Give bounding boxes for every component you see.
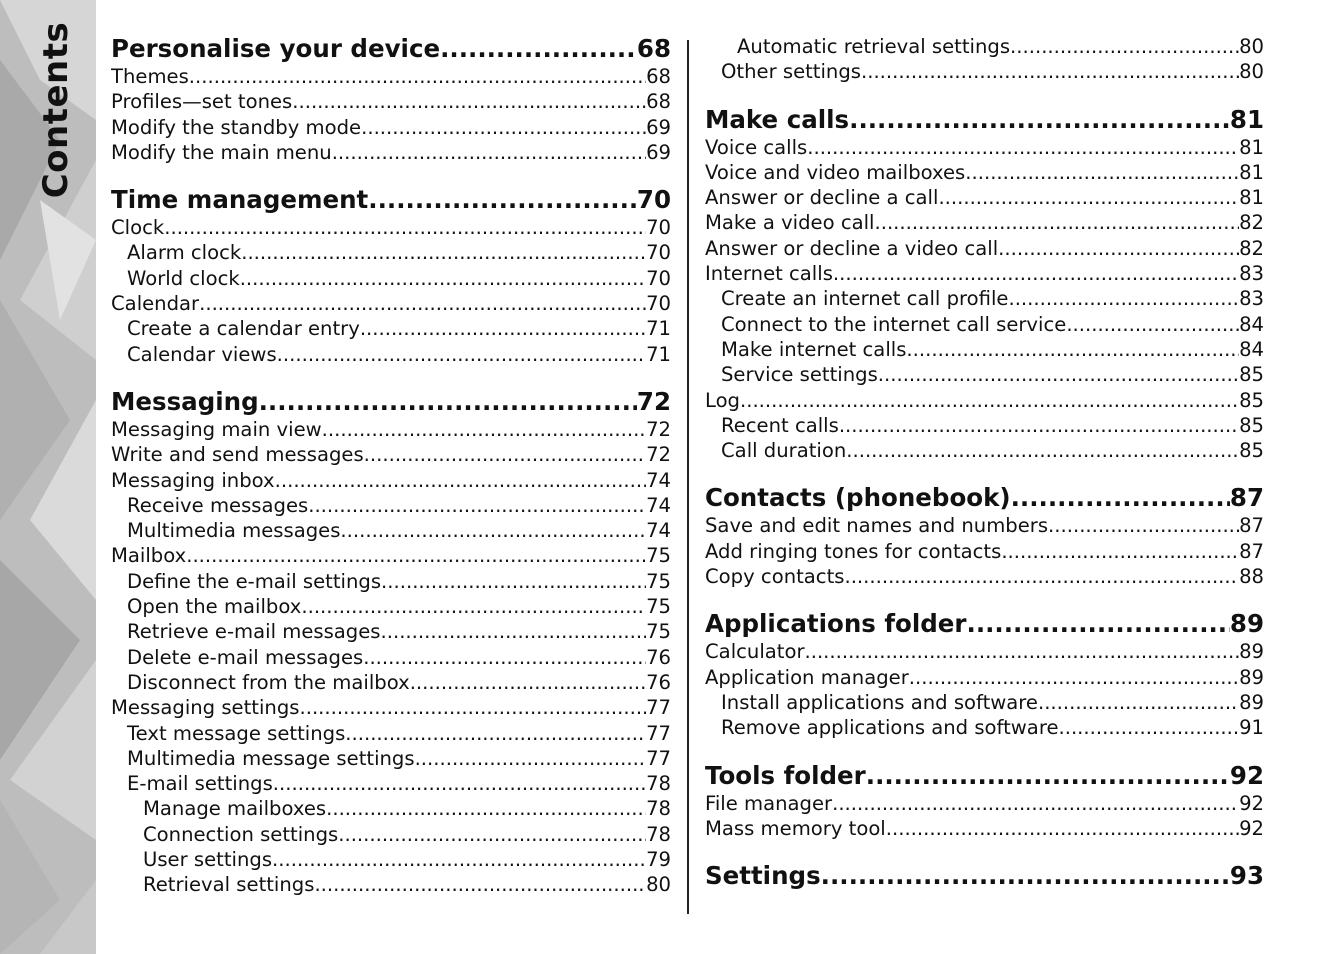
toc-page-number: 92 [1239, 791, 1264, 815]
toc-page-number: 89 [1239, 690, 1264, 714]
toc-leader-dots [886, 816, 1239, 841]
toc-entry [705, 639, 1264, 664]
toc-entry-title: Modify the main menu [111, 140, 332, 164]
toc-entry [705, 59, 1264, 84]
toc-leader-dots [846, 438, 1239, 463]
toc-entry [705, 160, 1264, 185]
toc-entry-title: Internet calls [705, 262, 833, 286]
toc-leader-dots [875, 210, 1240, 235]
toc-page-number: 69 [646, 140, 671, 164]
toc-page-number: 70 [636, 185, 671, 215]
toc-leader-dots [241, 240, 646, 265]
toc-page-number: 72 [646, 443, 671, 467]
toc-page-number: 81 [1239, 186, 1264, 210]
side-band [0, 0, 96, 954]
toc-leader-dots [277, 342, 646, 367]
toc-entry-title: Open the mailbox [127, 595, 302, 619]
toc-entry [111, 442, 671, 467]
toc-page-number: 79 [646, 848, 671, 872]
toc-entry-title: Personalise your device [111, 34, 441, 63]
toc-leader-dots [322, 417, 646, 442]
toc-entry-title: Contacts (phonebook) [705, 483, 1011, 513]
toc-leader-dots [839, 413, 1239, 438]
column-divider [687, 40, 689, 914]
toc-entry [705, 236, 1264, 261]
toc-leader-dots [272, 847, 646, 872]
toc-entry [111, 872, 671, 897]
toc-leader-dots [275, 468, 646, 493]
toc-entry-title: Text message settings [127, 721, 346, 745]
toc-page-number: 84 [1239, 312, 1264, 336]
toc-entry [111, 569, 671, 594]
toc-entry-title: Define the e-mail settings [127, 569, 382, 593]
toc-page-number: 71 [646, 342, 671, 366]
toc-entry [111, 543, 671, 568]
toc-page-number: 77 [646, 721, 671, 745]
toc-leader-dots [805, 639, 1240, 664]
toc-page-number: 71 [646, 317, 671, 341]
toc-entry-title: Retrieval settings [143, 873, 315, 897]
toc-entry-title: Messaging main view [111, 417, 322, 441]
toc-page-number: 92 [1239, 816, 1264, 840]
toc-entry [111, 266, 671, 291]
toc-leader-dots [345, 721, 646, 746]
section-title: Contents [36, 21, 76, 199]
toc-entry [111, 493, 671, 518]
toc-entry-title: Answer or decline a call [705, 186, 939, 210]
toc-entry-title: Tools folder [705, 760, 866, 790]
toc-entry [111, 291, 671, 316]
toc-chapter-heading [705, 861, 1264, 891]
toc-leader-dots [308, 493, 646, 518]
toc-page-number: 82 [1239, 211, 1264, 235]
toc-entry-title: Alarm clock [127, 241, 242, 265]
toc-page-number: 89 [1229, 609, 1264, 639]
toc-entry-title: Copy contacts [705, 565, 845, 589]
toc-leader-dots [164, 215, 646, 240]
toc-page-number: 74 [646, 519, 671, 543]
toc-entry [111, 215, 671, 240]
toc-page-number: 75 [646, 544, 671, 568]
toc-page-number: 81 [1239, 135, 1264, 159]
toc-leader-dots [1048, 513, 1239, 538]
toc-entry [705, 185, 1264, 210]
toc-page-number: 87 [1239, 514, 1264, 538]
toc-page-number: 75 [646, 620, 671, 644]
toc-entry [111, 240, 671, 265]
toc-page-number: 72 [646, 417, 671, 441]
toc-entry [705, 715, 1264, 740]
toc-page-number: 75 [646, 595, 671, 619]
toc-entry-title: Call duration [721, 439, 847, 463]
toc-leader-dots [240, 266, 646, 291]
toc-page-number: 80 [1239, 35, 1264, 58]
toc-page-number: 68 [636, 34, 671, 63]
toc-leader-dots [844, 564, 1239, 589]
toc-page-number: 89 [1239, 640, 1264, 664]
toc-entry [705, 210, 1264, 235]
toc-entry-title: Receive messages [127, 493, 309, 517]
toc-entry [111, 140, 671, 165]
toc-entry [111, 594, 671, 619]
toc-page-number: 85 [1239, 439, 1264, 463]
toc-chapter-heading [705, 105, 1264, 135]
toc-page-number: 76 [646, 670, 671, 694]
toc-entry [111, 796, 671, 821]
toc-entry-title: Manage mailboxes [143, 797, 327, 821]
toc-entry-title: Automatic retrieval settings [737, 35, 1011, 58]
toc-entry-title: Calculator [705, 640, 805, 664]
toc-leader-dots [300, 695, 647, 720]
toc-entry [111, 670, 671, 695]
toc-page-number: 80 [1239, 60, 1264, 84]
toc-page-number: 81 [1229, 104, 1264, 134]
toc-leader-dots [332, 140, 646, 165]
toc-left-column [111, 34, 671, 898]
toc-leader-dots [368, 185, 637, 215]
toc-page-number: 92 [1229, 760, 1264, 790]
toc-entry [111, 115, 671, 140]
toc-leader-dots [415, 746, 646, 771]
toc-entry-title: Install applications and software [721, 690, 1038, 714]
toc-page-number: 70 [646, 292, 671, 316]
toc-entry-title: Themes [111, 65, 189, 88]
toc-leader-dots [821, 861, 1230, 891]
toc-page-number: 89 [1239, 665, 1264, 689]
toc-page-number: 76 [646, 645, 671, 669]
toc-page-number: 87 [1239, 539, 1264, 563]
toc-entry-title: User settings [143, 848, 273, 872]
toc-entry [111, 771, 671, 796]
toc-entry [705, 690, 1264, 715]
toc-leader-dots [338, 822, 646, 847]
toc-page-number: 91 [1239, 716, 1264, 740]
toc-leader-dots [938, 185, 1239, 210]
toc-entry-title: Time management [111, 185, 369, 215]
toc-leader-dots [878, 362, 1239, 387]
toc-entry-title: Create an internet call profile [721, 287, 1009, 311]
toc-entry-title: Profiles—set tones [111, 90, 293, 114]
toc-entry-title: Save and edit names and numbers [705, 514, 1049, 538]
toc-entry-title: Mass memory tool [705, 816, 886, 840]
toc-entry-title: Calendar views [127, 342, 277, 366]
toc-leader-dots [199, 291, 646, 316]
toc-entry-title: Create a calendar entry [127, 317, 360, 341]
toc-entry-title: Messaging settings [111, 696, 300, 720]
toc-entry-title: Recent calls [721, 413, 839, 437]
toc-entry-title: Answer or decline a video call [705, 236, 999, 260]
toc-entry [705, 413, 1264, 438]
toc-entry [705, 337, 1264, 362]
toc-entry [111, 342, 671, 367]
toc-chapter-heading [705, 483, 1264, 513]
toc-page-number: 87 [1229, 483, 1264, 513]
toc-leader-dots [259, 387, 637, 417]
toc-leader-dots [866, 761, 1230, 791]
toc-entry-title: Multimedia messages [127, 519, 341, 543]
toc-entry-title: Log [705, 388, 740, 412]
toc-entry-title: File manager [705, 791, 833, 815]
toc-leader-dots [314, 872, 646, 897]
toc-entry-title: Other settings [721, 60, 861, 84]
toc-entry-title: Voice calls [705, 135, 808, 159]
toc-entry-title: Make a video call [705, 211, 875, 235]
toc-leader-dots [410, 670, 646, 695]
toc-entry-title: Modify the standby mode [111, 115, 362, 139]
toc-page-number: 74 [646, 493, 671, 517]
toc-page-number: 69 [646, 115, 671, 139]
toc-leader-dots [1011, 483, 1230, 513]
toc-entry [111, 847, 671, 872]
toc-leader-dots [326, 796, 646, 821]
toc-page-number: 80 [646, 873, 671, 897]
toc-leader-dots [1059, 715, 1240, 740]
toc-entry [111, 316, 671, 341]
toc-entry-title: Add ringing tones for contacts [705, 539, 1002, 563]
toc-page-number: 83 [1239, 262, 1264, 286]
toc-entry [705, 665, 1264, 690]
toc-entry-title: World clock [127, 266, 240, 290]
toc-entry [111, 695, 671, 720]
toc-leader-dots [361, 115, 646, 140]
toc-entry [705, 388, 1264, 413]
toc-page-number: 85 [1239, 363, 1264, 387]
toc-entry-title: Disconnect from the mailbox [127, 670, 410, 694]
toc-entry-title: Write and send messages [111, 443, 364, 467]
toc-page-number: 93 [1229, 861, 1264, 891]
toc-entry-title: Make internet calls [721, 337, 907, 361]
toc-entry-title: Remove applications and software [721, 716, 1059, 740]
toc-page-number: 81 [1239, 160, 1264, 184]
toc-entry-title: Settings [705, 861, 821, 891]
toc-leader-dots [833, 261, 1239, 286]
toc-entry [705, 286, 1264, 311]
toc-entry [111, 822, 671, 847]
toc-page-number: 78 [646, 772, 671, 796]
toc-entry [111, 746, 671, 771]
toc-entry-title: Retrieve e-mail messages [127, 620, 381, 644]
toc-entry-title: Mailbox [111, 544, 187, 568]
toc-leader-dots [189, 64, 646, 89]
toc-entry [705, 438, 1264, 463]
toc-entry [111, 64, 671, 89]
toc-page-number: 68 [646, 65, 671, 88]
toc-chapter-heading [705, 609, 1264, 639]
toc-leader-dots [998, 236, 1239, 261]
toc-leader-dots [861, 59, 1239, 84]
toc-entry-title: Application manager [705, 665, 909, 689]
toc-leader-dots [440, 34, 637, 64]
toc-right-column [705, 34, 1264, 891]
toc-entry [705, 261, 1264, 286]
toc-entry [111, 518, 671, 543]
toc-entry-title: Service settings [721, 363, 878, 387]
toc-leader-dots [360, 316, 646, 341]
toc-leader-dots [906, 337, 1239, 362]
toc-page-number: 88 [1239, 565, 1264, 589]
toc-entry-title: Connection settings [143, 822, 339, 846]
toc-leader-dots [381, 569, 646, 594]
toc-leader-dots [967, 609, 1230, 639]
toc-page-number: 85 [1239, 388, 1264, 412]
toc-page-number: 82 [1239, 236, 1264, 260]
toc-entry [111, 89, 671, 114]
toc-leader-dots [1001, 539, 1239, 564]
toc-entry-title: Messaging inbox [111, 468, 275, 492]
toc-page-number: 70 [646, 216, 671, 240]
toc-entry-title: Delete e-mail messages [127, 645, 364, 669]
toc-entry [111, 645, 671, 670]
toc-entry-title: Applications folder [705, 609, 967, 639]
toc-page-number: 70 [646, 266, 671, 290]
toc-entry [705, 135, 1264, 160]
toc-leader-dots [364, 442, 646, 467]
toc-entry [705, 816, 1264, 841]
toc-leader-dots [849, 105, 1230, 135]
toc-page-number: 83 [1239, 287, 1264, 311]
toc-entry-title: Calendar [111, 292, 200, 316]
toc-entry [111, 721, 671, 746]
toc-leader-dots [1008, 286, 1239, 311]
toc-entry [705, 539, 1264, 564]
toc-chapter-heading [111, 185, 671, 215]
toc-entry [705, 513, 1264, 538]
toc-page-number: 70 [646, 241, 671, 265]
toc-entry-title: Multimedia message settings [127, 746, 415, 770]
toc-entry [705, 312, 1264, 337]
toc-leader-dots [965, 160, 1239, 185]
toc-entry-title: E-mail settings [127, 772, 273, 796]
toc-entry-title: Clock [111, 216, 165, 240]
toc-page-number: 77 [646, 696, 671, 720]
toc-leader-dots [186, 543, 646, 568]
toc-chapter-heading [111, 34, 671, 64]
toc-page-number: 72 [636, 386, 671, 416]
toc-entry [111, 468, 671, 493]
toc-chapter-heading [705, 761, 1264, 791]
toc-entry-title: Messaging [111, 386, 259, 416]
toc-leader-dots [1066, 312, 1239, 337]
toc-leader-dots [381, 619, 647, 644]
toc-entry [705, 34, 1264, 59]
toc-entry-title: Make calls [705, 104, 850, 134]
toc-leader-dots [363, 645, 646, 670]
toc-leader-dots [740, 388, 1239, 413]
toc-leader-dots [807, 135, 1239, 160]
toc-leader-dots [1038, 690, 1239, 715]
toc-entry-title: Voice and video mailboxes [705, 160, 966, 184]
toc-entry [111, 619, 671, 644]
toc-entry [705, 791, 1264, 816]
toc-leader-dots [832, 791, 1239, 816]
toc-entry [111, 417, 671, 442]
toc-page-number: 77 [646, 746, 671, 770]
toc-page-number: 84 [1239, 337, 1264, 361]
toc-leader-dots [1010, 34, 1239, 59]
toc-page-number: 74 [646, 468, 671, 492]
toc-leader-dots [273, 771, 646, 796]
toc-leader-dots [909, 665, 1239, 690]
toc-page-number: 78 [646, 797, 671, 821]
toc-chapter-heading [111, 387, 671, 417]
toc-page-number: 68 [646, 90, 671, 114]
toc-leader-dots [292, 89, 646, 114]
toc-entry [705, 564, 1264, 589]
toc-page-number: 78 [646, 822, 671, 846]
toc-entry [705, 362, 1264, 387]
toc-page-number: 75 [646, 569, 671, 593]
toc-entry-title: Connect to the internet call service [721, 312, 1067, 336]
toc-page-number: 85 [1239, 413, 1264, 437]
toc-leader-dots [340, 518, 646, 543]
toc-leader-dots [301, 594, 646, 619]
